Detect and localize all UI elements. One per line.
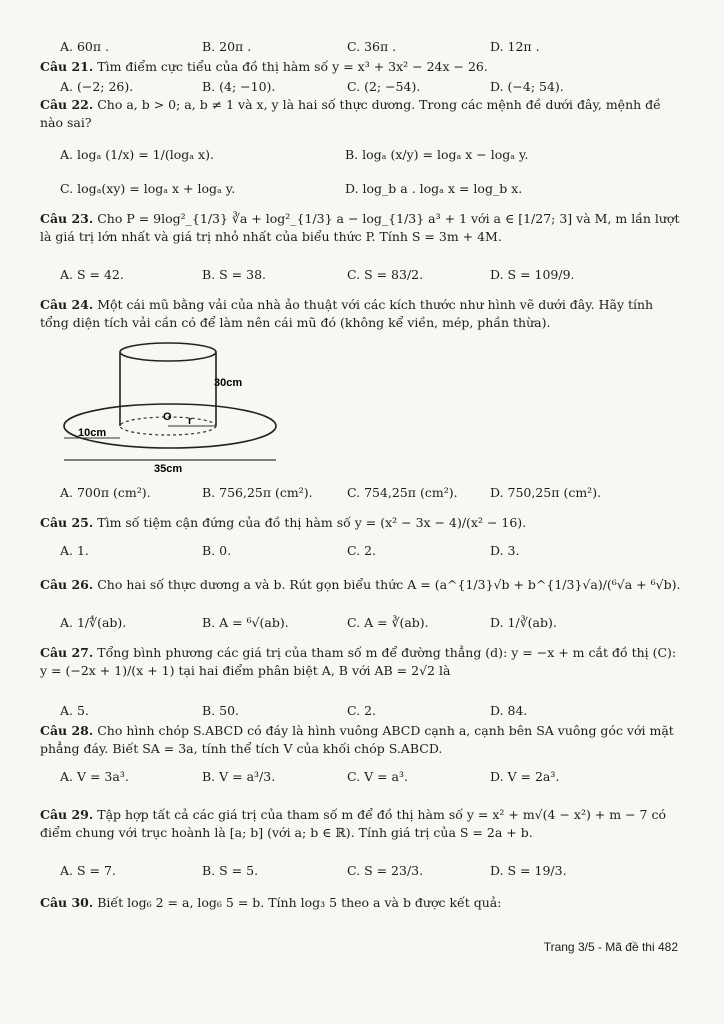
option-a: A. 1/∜(ab). <box>60 615 127 630</box>
option-d: D. 3. <box>490 543 520 558</box>
question-number: Câu 23. <box>40 211 94 226</box>
question-28-options <box>60 768 700 790</box>
prev-question-options <box>60 38 700 60</box>
option-c: C. 2. <box>347 703 376 718</box>
hat-drawing <box>60 338 280 473</box>
option-d: D. 750,25π (cm²). <box>490 485 602 500</box>
question-22-options-row1 <box>60 146 700 168</box>
option-a: A. 1. <box>60 543 89 558</box>
question-24 <box>40 296 684 332</box>
option-b: B. 50. <box>202 703 240 718</box>
option-a: A. V = 3a³. <box>60 769 129 784</box>
option-a: A. 700π (cm²). <box>60 485 151 500</box>
question-21 <box>40 58 684 76</box>
question-25 <box>40 514 684 532</box>
option-b: B. 20π . <box>202 39 252 54</box>
question-26 <box>40 576 684 594</box>
question-29 <box>40 806 684 842</box>
question-26-options <box>60 614 700 636</box>
option-b: B. S = 38. <box>202 267 266 282</box>
option-a: A. 60π . <box>60 39 110 54</box>
question-number: Câu 29. <box>40 807 94 822</box>
width-label: 35cm <box>154 463 183 473</box>
option-a: A. logₐ (1/x) = 1/(logₐ x). <box>60 147 214 162</box>
option-c: C. A = ∛(ab). <box>347 615 429 630</box>
question-number: Câu 22. <box>40 97 94 112</box>
question-text: Một cái mũ bằng vải của nhà ảo thuật với các kích thước như hình vẽ dưới đây. Hãy tính tổng diện tích vải cần có để làm nên cái mũ đó (không kể viền, mép, phần thừa). <box>40 297 654 330</box>
question-number: Câu 27. <box>40 645 94 660</box>
option-d: D. 84. <box>490 703 528 718</box>
option-d: D. 12π . <box>490 39 540 54</box>
question-number: Câu 24. <box>40 297 94 312</box>
option-c: C. (2; −54). <box>347 79 421 94</box>
question-text: Biết log₆ 2 = a, log₆ 5 = b. Tính log₃ 5 theo a và b được kết quả: <box>97 895 502 910</box>
option-b: B. logₐ (x/y) = logₐ x − logₐ y. <box>345 147 529 162</box>
option-c: C. 36π . <box>347 39 397 54</box>
question-text: Tìm số tiệm cận đứng của đồ thị hàm số y = (x² − 3x − 4)/(x² − 16). <box>97 515 527 530</box>
question-number: Câu 28. <box>40 723 94 738</box>
question-text: Cho a, b > 0; a, b ≠ 1 và x, y là hai số thực dương. Trong các mệnh đề dưới đây, mệnh đề nào sai? <box>40 97 661 130</box>
option-d: D. S = 19/3. <box>490 863 567 878</box>
option-d: D. S = 109/9. <box>490 267 575 282</box>
option-b: B. A = ⁶√(ab). <box>202 615 289 630</box>
hat-figure <box>60 338 280 473</box>
height-label: 30cm <box>214 377 243 389</box>
question-text: Cho hình chóp S.ABCD có đáy là hình vuông ABCD cạnh a, cạnh bên SA vuông góc với mặt phẳng đáy. Biết SA = 3a, tính thể tích V của khối chóp S.ABCD. <box>40 723 674 756</box>
question-number: Câu 25. <box>40 515 94 530</box>
option-c: C. V = a³. <box>347 769 408 784</box>
question-number: Câu 21. <box>40 59 94 74</box>
option-a: A. 5. <box>60 703 89 718</box>
question-text: Tổng bình phương các giá trị của tham số m để đường thẳng (d): y = −x + m cắt đồ thị (C): y = (−2x + 1)/(x + 1) tại hai điểm phân biệt A, B với AB = 2√2 là <box>40 645 677 678</box>
question-text: Cho hai số thực dương a và b. Rút gọn biểu thức A = (a^{1/3}√b + b^{1/3}√a)/(⁶√a + ⁶√b). <box>97 577 681 592</box>
option-c: C. S = 83/2. <box>347 267 424 282</box>
brim-label: 10cm <box>78 427 107 439</box>
option-b: B. 756,25π (cm²). <box>202 485 313 500</box>
page-footer: Trang 3/5 - Mã đề thi 482 <box>543 940 678 954</box>
option-d: D. V = 2a³. <box>490 769 560 784</box>
option-d: D. log_b a . logₐ x = log_b x. <box>345 181 523 196</box>
question-30 <box>40 894 684 912</box>
option-c: C. 754,25π (cm²). <box>347 485 458 500</box>
question-27 <box>40 644 684 680</box>
question-28 <box>40 722 684 758</box>
option-d: D. 1/∛(ab). <box>490 615 557 630</box>
option-d: D. (−4; 54). <box>490 79 564 94</box>
option-c: C. S = 23/3. <box>347 863 424 878</box>
option-c: C. 2. <box>347 543 376 558</box>
question-number: Câu 30. <box>40 895 94 910</box>
option-a: A. S = 7. <box>60 863 116 878</box>
question-27-options <box>60 702 700 724</box>
question-text: Tập hợp tất cả các giá trị của tham số m để đồ thị hàm số y = x² + m√(4 − x²) + m − 7 có điểm chung với trục hoành là [a; b] (với a; b ∈ ℝ). Tính giá trị của S = 2a + b. <box>40 807 666 840</box>
question-text: Tìm điểm cực tiểu của đồ thị hàm số y = x³ + 3x² − 24x − 26. <box>97 59 488 74</box>
center-label: O <box>163 411 172 423</box>
question-23 <box>40 210 684 246</box>
option-b: B. S = 5. <box>202 863 259 878</box>
option-b: B. V = a³/3. <box>202 769 276 784</box>
question-number: Câu 26. <box>40 577 94 592</box>
option-c: C. logₐ(xy) = logₐ x + logₐ y. <box>60 181 236 196</box>
question-text: Cho P = 9log²_{1/3} ∛a + log²_{1/3} a − log_{1/3} a³ + 1 với a ∈ [1/27; 3] và M, m lần lượt là giá trị lớn nhất và giá trị nhỏ nhất của biểu thức P. Tính S = 3m + 4M. <box>40 211 680 244</box>
question-29-options <box>60 862 700 884</box>
question-25-options <box>60 542 700 564</box>
option-a: A. S = 42. <box>60 267 124 282</box>
question-22 <box>40 96 684 132</box>
option-b: B. 0. <box>202 543 232 558</box>
option-a: A. (−2; 26). <box>60 79 134 94</box>
question-23-options <box>60 266 700 288</box>
cylinder-top <box>120 343 216 361</box>
question-24-options <box>60 484 700 506</box>
radius-label: r <box>188 415 193 427</box>
option-b: B. (4; −10). <box>202 79 276 94</box>
question-22-options-row2 <box>60 180 700 202</box>
